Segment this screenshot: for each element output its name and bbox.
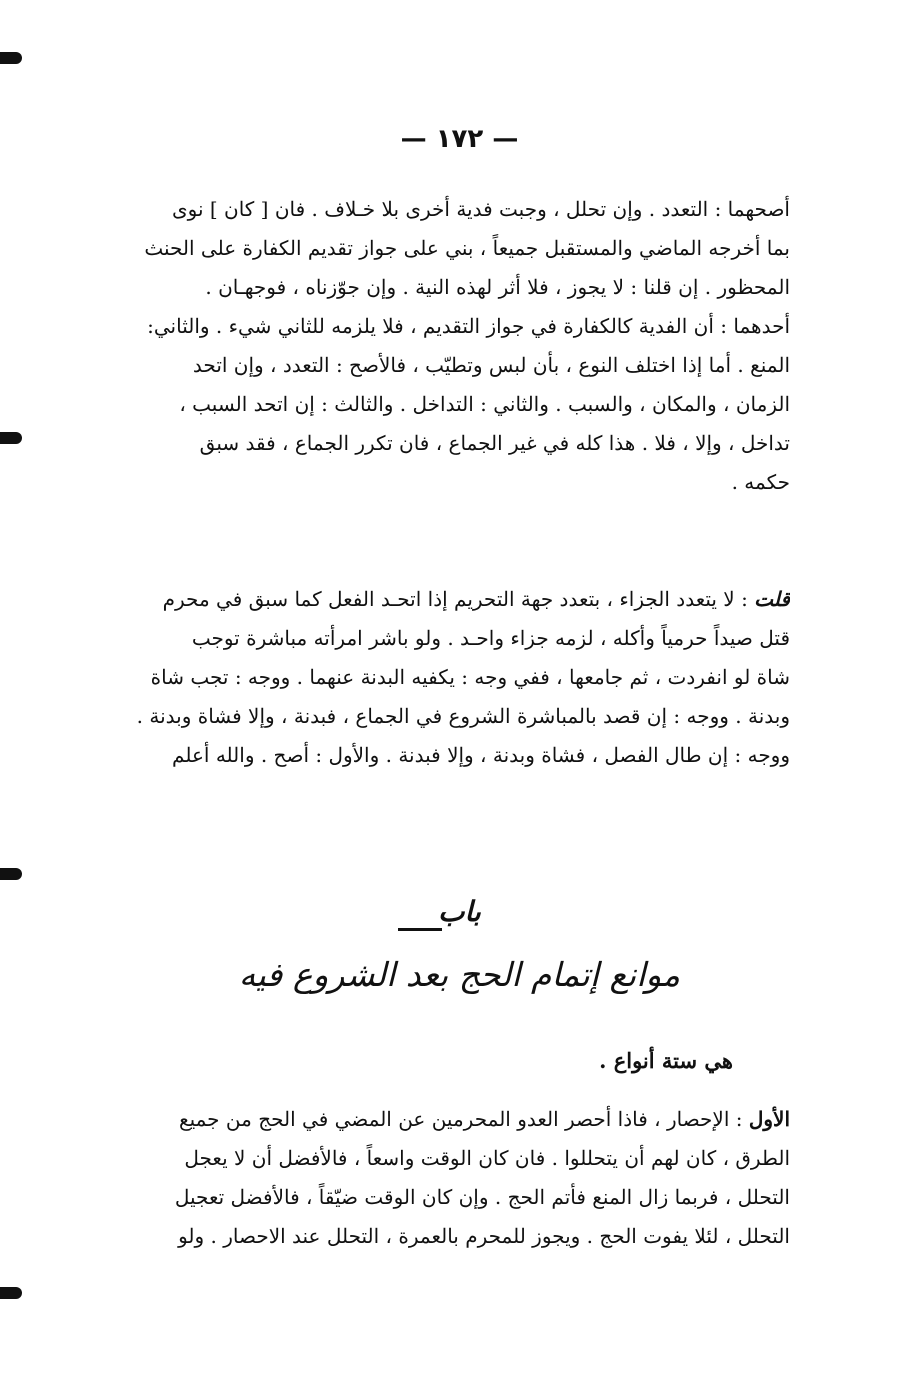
- paragraph-1-line: الزمان ، والمكان ، والسبب . والثاني : التداخل . والثالث : إن اتحد السبب ،: [179, 392, 790, 416]
- margin-mark-bottom: [0, 1287, 22, 1299]
- paragraph-1-line: حكمه .: [731, 470, 790, 494]
- first-type-lead-word: الأول: [748, 1107, 790, 1131]
- margin-mark-middle: [0, 432, 22, 444]
- qult-lead-word: قلت: [754, 587, 790, 611]
- paragraph-2-line: شاة لو انفردت ، ثم جامعها ، ففي وجه : يكفيه البدنة عنهما . ووجه : تجب شاة: [150, 665, 790, 689]
- paragraph-2-line: ووجه : إن طال الفصل ، فشاة وبدنة ، وإلا فبدنة . والأول : أصح . والله أعلم: [172, 743, 790, 767]
- paragraph-1-line: تداخل ، وإلا ، فلا . هذا كله في غير الجماع ، فان تكرر الجماع ، فقد سبق: [199, 431, 790, 455]
- paragraph-2-line: [80, 580, 790, 619]
- paragraph-3: [80, 1100, 790, 1256]
- paragraph-1-line: بما أخرجه الماضي والمستقبل جميعاً ، بني على جواز تقديم الكفارة على الحنث: [144, 236, 790, 260]
- chapter-label: باب: [438, 895, 481, 928]
- paragraph-2: [80, 580, 790, 775]
- paragraph-1-line: أحدهما : أن الفدية كالكفارة في جواز التقديم ، فلا يلزمه للثاني شيء . والثاني:: [147, 314, 790, 338]
- paragraph-3-line: [80, 1100, 790, 1139]
- paragraph-3-line: التحلل ، فربما زال المنع فأتم الحج . وإن كان الوقت ضيّقاً ، فالأفضل تعجيل: [174, 1185, 790, 1209]
- chapter-title: موانع إتمام الحج بعد الشروع فيه: [238, 955, 681, 994]
- paragraph-1: [80, 190, 790, 502]
- margin-mark-lower: [0, 868, 22, 880]
- intro-line: هي ستة أنواع .: [599, 1048, 733, 1073]
- paragraph-3-line: الطرق ، كان لهم أن يتحللوا . فان كان الوقت واسعاً ، فالأفضل أن لا يعجل: [184, 1146, 790, 1170]
- chapter-underline: [398, 928, 442, 931]
- paragraph-1-line: أصحهما : التعدد . وإن تحلل ، وجبت فدية أخرى بلا خـلاف . فان [ كان ] نوى: [171, 197, 790, 221]
- margin-mark-top: [0, 52, 22, 64]
- paragraph-3-line-text: : الإحصار ، فاذا أحصر العدو المحرمين عن المضي في الحج من جميع: [178, 1107, 743, 1131]
- paragraph-2-line: قتل صيداً حرمياً وأكله ، لزمه جزاء واحـد . ولو باشر امرأته مباشرة توجب: [191, 626, 790, 650]
- paragraph-3-line: التحلل ، لئلا يفوت الحج . ويجوز للمحرم بالعمرة ، التحلل عند الاحصار . ولو: [178, 1224, 790, 1248]
- paragraph-2-line-text: : لا يتعدد الجزاء ، بتعدد جهة التحريم إذا اتحـد الفعل كما سبق في محرم: [162, 587, 748, 611]
- paragraph-2-line: وبدنة . ووجه : إن قصد بالمباشرة الشروع في الجماع ، فبدنة ، وإلا فشاة وبدنة .: [136, 704, 790, 728]
- paragraph-1-line: المنع . أما إذا اختلف النوع ، بأن لبس وتطيّب ، فالأصح : التعدد ، وإن اتحد: [192, 353, 790, 377]
- page-number: — ١٧٢ —: [400, 124, 519, 154]
- paragraph-1-line: المحظور . إن قلنا : لا يجوز ، فلا أثر لهذه النية . وإن جوّزناه ، فوجهـان .: [205, 275, 790, 299]
